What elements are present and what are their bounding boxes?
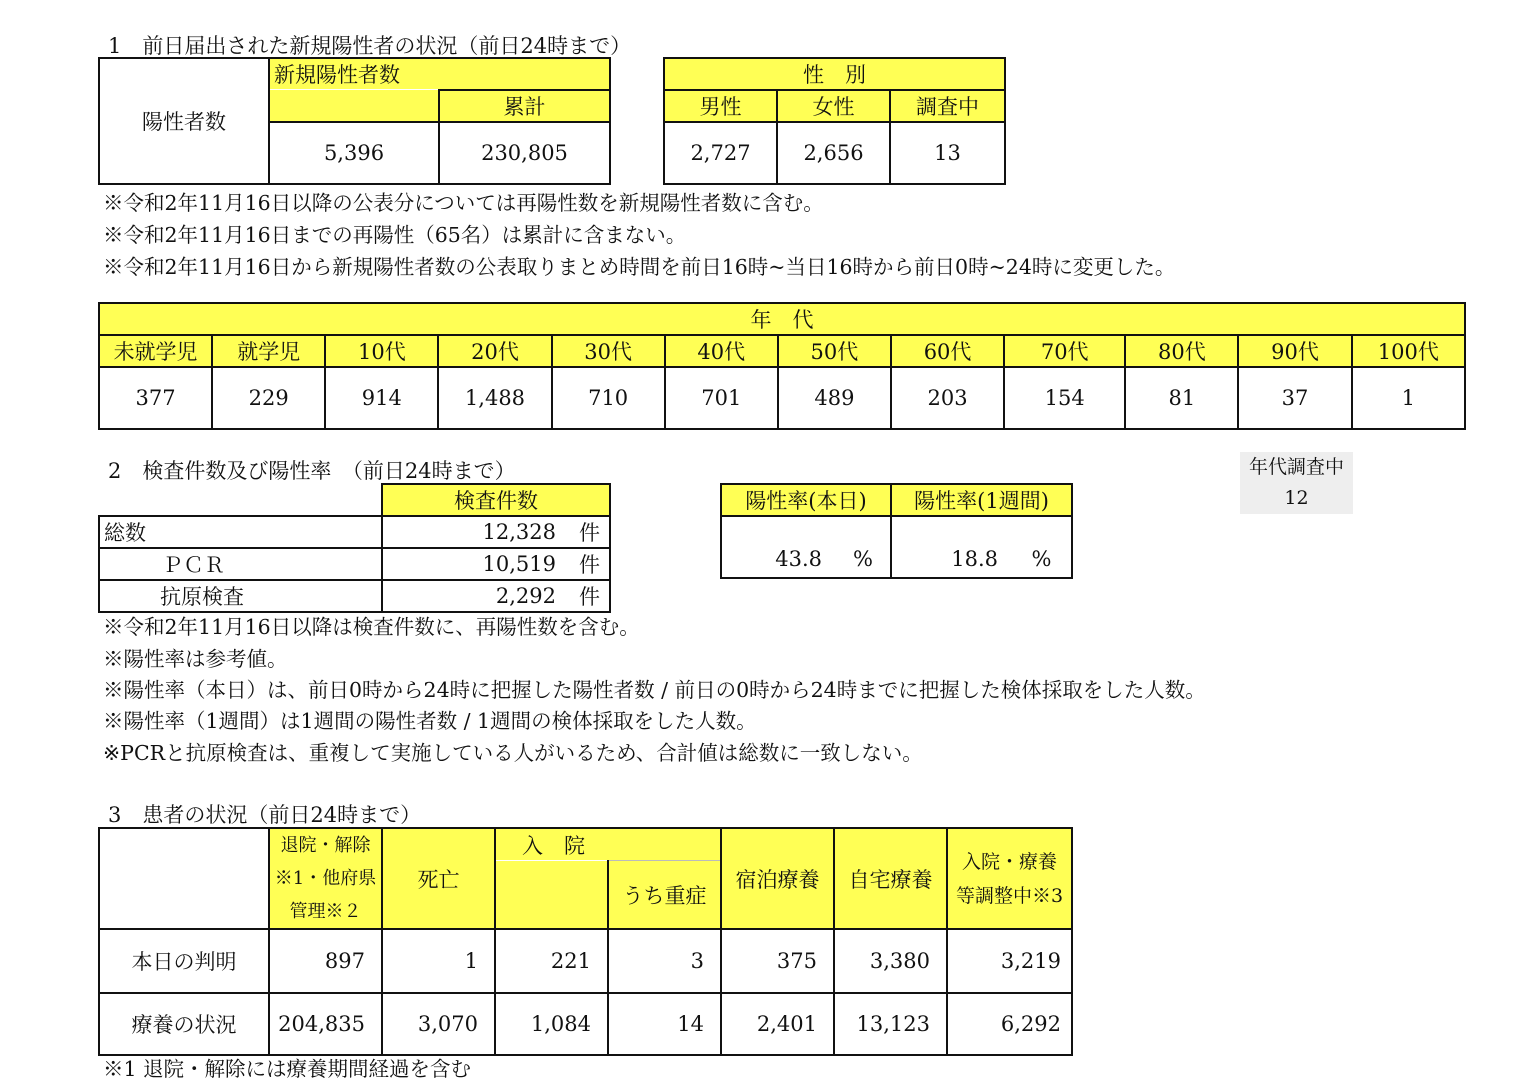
row-label-today: 本日の判明	[99, 929, 269, 993]
age-label: 100代	[1352, 335, 1465, 367]
age-value: 203	[891, 367, 1004, 429]
age-value: 377	[99, 367, 212, 429]
death-value: 3,070	[382, 993, 495, 1055]
age-label: 50代	[778, 335, 891, 367]
age-unknown-box	[1240, 452, 1353, 514]
s3-footnote: ※1 退院・解除には療養期間経過を含む	[103, 1057, 472, 1081]
rate-week-value: 18.8	[891, 516, 1012, 578]
hotel-header: 宿泊療養	[721, 828, 834, 929]
death-value: 1	[382, 929, 495, 993]
s2-note-2: ※陽性率は参考値。	[103, 647, 288, 671]
male-label: 男性	[664, 90, 777, 122]
s1-note-1: ※令和2年11月16日以降の公表分については再陽性数を新規陽性者数に含む。	[103, 191, 824, 215]
age-label: 90代	[1238, 335, 1351, 367]
s2-note-5: ※PCRと抗原検査は、重複して実施している人がいるため、合計値は総数に一致しない。	[103, 741, 923, 765]
discharged-value: 204,835	[269, 993, 382, 1055]
section2-title: 2 検査件数及び陽性率 （前日24時まで）	[108, 459, 516, 483]
severe-value: 14	[608, 993, 721, 1055]
test-row-unit: 件	[570, 548, 610, 580]
age-value: 1	[1352, 367, 1465, 429]
age-label: 就学児	[212, 335, 325, 367]
female-label: 女性	[777, 90, 890, 122]
discharged-value: 897	[269, 929, 382, 993]
age-label: 30代	[552, 335, 665, 367]
s1-note-3: ※令和2年11月16日から新規陽性者数の公表取りまとめ時間を前日16時~当日16時から前日0時~24時に変更した。	[103, 255, 1176, 279]
age-value: 489	[778, 367, 891, 429]
age-label: 10代	[325, 335, 438, 367]
new-positive-value: 5,396	[269, 122, 439, 184]
test-row-label: ＰＣＲ	[99, 548, 382, 580]
row-label-status: 療養の状況	[99, 993, 269, 1055]
age-value: 710	[552, 367, 665, 429]
adjusting-value: 6,292	[947, 993, 1072, 1055]
cumulative-value: 230,805	[439, 122, 610, 184]
age-value: 1,488	[438, 367, 551, 429]
age-value: 229	[212, 367, 325, 429]
home-value: 3,380	[834, 929, 947, 993]
severe-header: うち重症	[608, 861, 721, 929]
age-label: 未就学児	[99, 335, 212, 367]
age-label: 80代	[1125, 335, 1238, 367]
age-table	[98, 302, 1466, 430]
test-count-table	[98, 483, 611, 613]
age-value: 37	[1238, 367, 1351, 429]
s2-note-4: ※陽性率（1週間）は1週間の陽性者数 / 1週間の検体採取をした人数。	[103, 709, 757, 733]
test-count-header: 検査件数	[382, 484, 610, 516]
age-unknown-value: 12	[1284, 487, 1309, 509]
section3-title: 3 患者の状況（前日24時まで）	[108, 803, 422, 827]
adjusting-header: 入院・療養 等調整中※3	[947, 828, 1072, 929]
cumulative-header: 累計	[439, 90, 610, 122]
age-value: 701	[665, 367, 778, 429]
female-value: 2,656	[777, 122, 890, 184]
test-row-unit: 件	[570, 516, 610, 548]
positivity-rate-table	[720, 483, 1073, 579]
rate-today-value: 43.8	[721, 516, 836, 578]
test-row-unit: 件	[570, 580, 610, 612]
s2-note-1: ※令和2年11月16日以降は検査件数に、再陽性数を含む。	[103, 615, 640, 639]
age-label: 40代	[665, 335, 778, 367]
home-value: 13,123	[834, 993, 947, 1055]
unknown-sex-label: 調査中	[890, 90, 1005, 122]
hospital-header: 入 院	[495, 828, 721, 861]
male-value: 2,727	[664, 122, 777, 184]
age-unknown-label: 年代調査中	[1248, 456, 1344, 478]
home-header: 自宅療養	[834, 828, 947, 929]
sex-table	[663, 57, 1006, 185]
test-row-value: 12,328	[382, 516, 570, 548]
age-label: 20代	[438, 335, 551, 367]
test-row-label: 総数	[99, 516, 382, 548]
death-header: 死亡	[382, 828, 495, 929]
discharged-header: 退院・解除 ※1・他府県 管理※２	[269, 828, 382, 929]
new-positive-header: 新規陽性者数	[269, 58, 610, 90]
test-row-value: 10,519	[382, 548, 570, 580]
hospital-value: 1,084	[495, 993, 608, 1055]
sex-header: 性 別	[664, 58, 1005, 90]
age-label: 70代	[1004, 335, 1125, 367]
age-label: 60代	[891, 335, 1004, 367]
section1-title: 1 前日届出された新規陽性者の状況（前日24時まで）	[108, 34, 632, 58]
rate-week-label: 陽性率(1週間)	[891, 484, 1072, 516]
s1-note-2: ※令和2年11月16日までの再陽性（65名）は累計に含まない。	[103, 223, 687, 247]
patient-status-table	[98, 827, 1073, 1056]
adjusting-value: 3,219	[947, 929, 1072, 993]
s2-note-3: ※陽性率（本日）は、前日0時から24時に把握した陽性者数 / 前日の0時から24時までに把握した検体採取をした人数。	[103, 678, 1206, 702]
rate-today-label: 陽性率(本日)	[721, 484, 891, 516]
hotel-value: 2,401	[721, 993, 834, 1055]
age-value: 81	[1125, 367, 1238, 429]
age-header: 年 代	[99, 303, 1465, 335]
positive-count-label: 陽性者数	[99, 58, 269, 184]
hotel-value: 375	[721, 929, 834, 993]
rate-today-unit: %	[836, 516, 891, 578]
rate-week-unit: %	[1012, 516, 1072, 578]
age-value: 154	[1004, 367, 1125, 429]
age-value: 914	[325, 367, 438, 429]
test-row-value: 2,292	[382, 580, 570, 612]
hospital-value: 221	[495, 929, 608, 993]
positive-count-table	[98, 57, 611, 185]
severe-value: 3	[608, 929, 721, 993]
unknown-sex-value: 13	[890, 122, 1005, 184]
test-row-label: 抗原検査	[99, 580, 382, 612]
